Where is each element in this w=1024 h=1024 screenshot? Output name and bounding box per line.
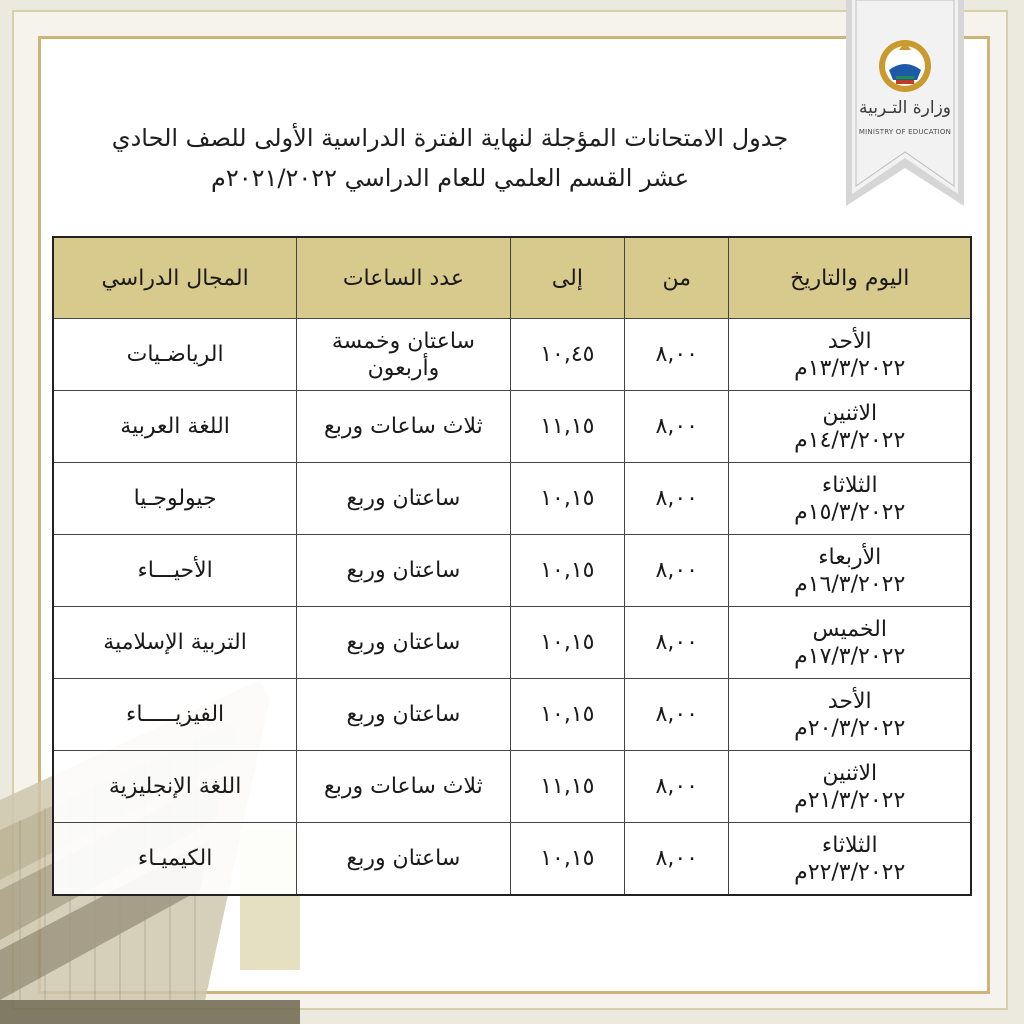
to-time: ١٠,١٥	[510, 679, 624, 751]
hours-cell: ساعتان وربع	[297, 535, 510, 607]
from-time: ٨,٠٠	[625, 679, 729, 751]
day-date-cell	[729, 535, 971, 607]
day-name: الأحد	[827, 688, 872, 714]
from-time: ٨,٠٠	[625, 607, 729, 679]
to-time: ١١,١٥	[510, 391, 624, 463]
from-time: ٨,٠٠	[625, 751, 729, 823]
subject-cell: اللغة الإنجليزية	[53, 751, 297, 823]
from-time: ٨,٠٠	[625, 463, 729, 535]
table-row	[53, 463, 971, 535]
exam-date: ١٧/٣/٢٠٢٢م	[794, 643, 906, 669]
day-name: الأحد	[827, 328, 872, 354]
from-time: ٨,٠٠	[625, 823, 729, 896]
subject-cell: اللغة العربية	[53, 391, 297, 463]
day-date-cell	[729, 391, 971, 463]
day-date-cell	[729, 319, 971, 391]
subject-cell: الكيميـاء	[53, 823, 297, 896]
hours-cell: ثلاث ساعات وربع	[297, 751, 510, 823]
day-name: الخميس	[812, 616, 887, 642]
day-date-cell	[729, 463, 971, 535]
exam-schedule-table	[52, 236, 972, 896]
header-day-date: اليوم والتاريخ	[729, 237, 971, 319]
to-time: ١٠,١٥	[510, 607, 624, 679]
day-date-cell	[729, 679, 971, 751]
to-time: ١٠,١٥	[510, 463, 624, 535]
day-date-cell	[729, 751, 971, 823]
day-date-cell	[729, 823, 971, 896]
exam-date: ١٤/٣/٢٠٢٢م	[794, 427, 906, 453]
to-time: ١٠,١٥	[510, 535, 624, 607]
header-from: من	[625, 237, 729, 319]
exam-date: ٢٠/٣/٢٠٢٢م	[794, 715, 906, 741]
to-time: ١٠,١٥	[510, 823, 624, 896]
table-row	[53, 751, 971, 823]
day-name: الثلاثاء	[821, 832, 878, 858]
header-to: إلى	[510, 237, 624, 319]
to-time: ١١,١٥	[510, 751, 624, 823]
hours-cell: ساعتان وربع	[297, 463, 510, 535]
ministry-name-ar: وزارة التـربية	[858, 98, 952, 118]
table-row	[53, 391, 971, 463]
subject-cell: الفيزيـــــاء	[53, 679, 297, 751]
header-subject: المجال الدراسي	[53, 237, 297, 319]
hours-cell: ساعتان وربع	[297, 679, 510, 751]
hours-cell: ساعتان وربع	[297, 823, 510, 896]
page-title	[60, 118, 840, 198]
ministry-name-en: MINISTRY OF EDUCATION	[858, 128, 952, 136]
title-line-2: عشر القسم العلمي للعام الدراسي ٢٠٢١/٢٠٢٢م	[210, 164, 690, 192]
from-time: ٨,٠٠	[625, 391, 729, 463]
table-header-row	[53, 237, 971, 319]
subject-cell: الأحيـــاء	[53, 535, 297, 607]
day-name: الاثنين	[822, 760, 878, 786]
hours-cell: ساعتان وخمسة وأربعون	[297, 319, 510, 391]
table-row	[53, 823, 971, 896]
table-row	[53, 535, 971, 607]
subject-cell: التربية الإسلامية	[53, 607, 297, 679]
day-name: الأربعاء	[818, 544, 882, 570]
subject-cell: جيولوجـيا	[53, 463, 297, 535]
exam-date: ٢١/٣/٢٠٢٢م	[794, 787, 906, 813]
hours-cell: ساعتان وربع	[297, 607, 510, 679]
table-row	[53, 607, 971, 679]
subject-cell: الرياضـيات	[53, 319, 297, 391]
to-time: ١٠,٤٥	[510, 319, 624, 391]
table-row	[53, 679, 971, 751]
header-hours: عدد الساعات	[297, 237, 510, 319]
title-line-1: جدول الامتحانات المؤجلة لنهاية الفترة الدراسية الأولى للصف الحادي	[111, 124, 789, 152]
day-date-cell	[729, 607, 971, 679]
hours-cell: ثلاث ساعات وربع	[297, 391, 510, 463]
exam-date: ١٥/٣/٢٠٢٢م	[794, 499, 906, 525]
day-name: الثلاثاء	[821, 472, 878, 498]
day-name: الاثنين	[822, 400, 878, 426]
table-row	[53, 319, 971, 391]
from-time: ٨,٠٠	[625, 319, 729, 391]
exam-date: ٢٢/٣/٢٠٢٢م	[794, 859, 906, 885]
from-time: ٨,٠٠	[625, 535, 729, 607]
exam-date: ١٣/٣/٢٠٢٢م	[794, 355, 906, 381]
exam-date: ١٦/٣/٢٠٢٢م	[794, 571, 906, 597]
